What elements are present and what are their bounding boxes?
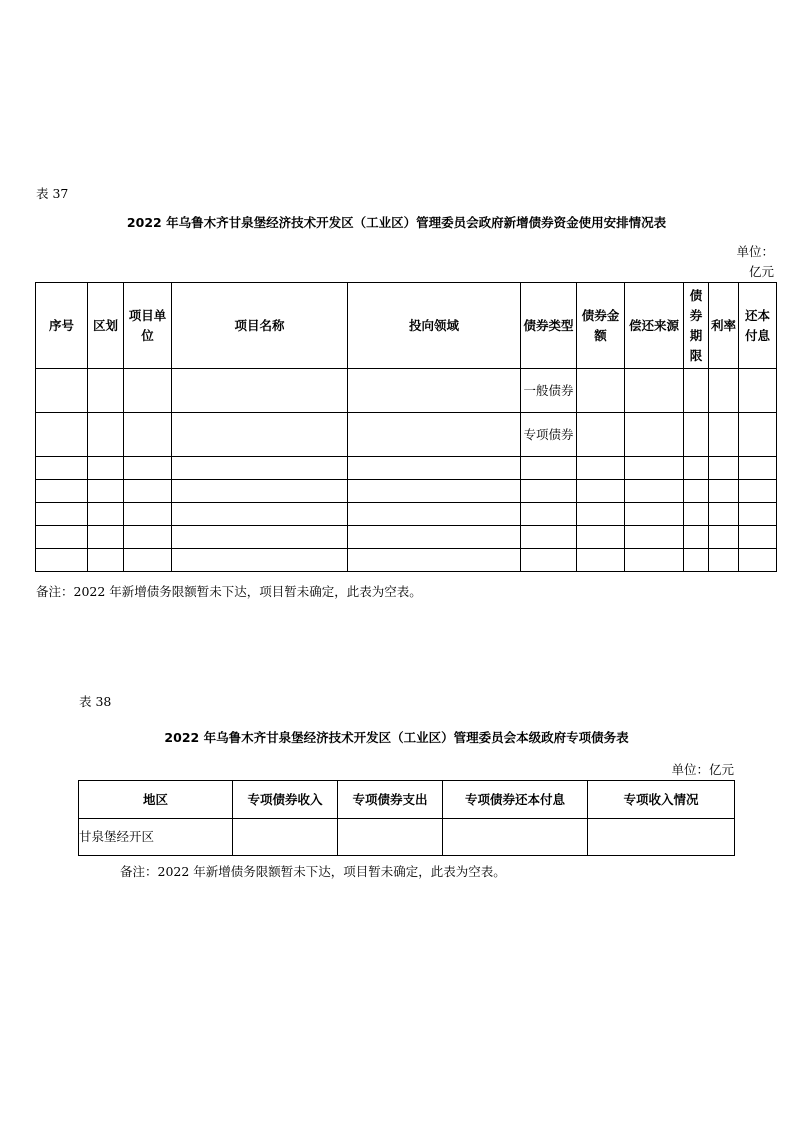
header-project-name: 项目名称 bbox=[172, 283, 348, 369]
table-row bbox=[79, 819, 735, 856]
table38-header-row bbox=[79, 781, 735, 819]
table38 bbox=[78, 780, 735, 856]
header-district: 区划 bbox=[88, 283, 124, 369]
table38-label: 表 38 bbox=[79, 694, 112, 709]
region-cell: 甘泉堡经开区 bbox=[79, 819, 233, 856]
header-special-bond-income: 专项债券收入 bbox=[233, 781, 338, 819]
table-row bbox=[36, 457, 777, 480]
table-row bbox=[36, 549, 777, 572]
bond-type-special: 专项债券 bbox=[521, 413, 577, 457]
table37-note: 备注：2022 年新增债务限额暂未下达，项目暂未确定，此表为空表。 bbox=[36, 584, 422, 599]
table-row bbox=[36, 480, 777, 503]
table-row bbox=[36, 369, 777, 413]
table38-note: 备注：2022 年新增债务限额暂未下达，项目暂未确定，此表为空表。 bbox=[120, 864, 506, 879]
header-region: 地区 bbox=[79, 781, 233, 819]
table37-title: 2022 年乌鲁木齐甘泉堡经济技术开发区（工业区）管理委员会政府新增债券资金使用安排情况表 bbox=[126, 215, 667, 230]
table38-title: 2022 年乌鲁木齐甘泉堡经济技术开发区（工业区）管理委员会本级政府专项债务表 bbox=[164, 730, 629, 745]
table38-unit: 单位：亿元 bbox=[671, 762, 734, 777]
table-row bbox=[36, 413, 777, 457]
header-special-bond-expense: 专项债券支出 bbox=[338, 781, 443, 819]
header-investment-field: 投向领域 bbox=[348, 283, 521, 369]
table37-label: 表 37 bbox=[36, 186, 69, 201]
header-project-unit: 项目单位 bbox=[124, 283, 172, 369]
header-bond-term: 债券期限 bbox=[684, 283, 709, 369]
header-special-bond-repayment: 专项债券还本付息 bbox=[443, 781, 588, 819]
table37-header-row bbox=[36, 283, 777, 369]
bond-type-general: 一般债券 bbox=[521, 369, 577, 413]
table37-unit-line2: 亿元 bbox=[748, 264, 774, 279]
header-repayment: 还本付息 bbox=[739, 283, 777, 369]
table37-unit-line1: 单位： bbox=[736, 244, 774, 259]
header-serial: 序号 bbox=[36, 283, 88, 369]
header-repayment-source: 偿还来源 bbox=[625, 283, 684, 369]
header-interest-rate: 利率 bbox=[709, 283, 739, 369]
table-row bbox=[36, 526, 777, 549]
table37 bbox=[35, 282, 777, 572]
header-bond-amount: 债券金额 bbox=[577, 283, 625, 369]
header-special-income-status: 专项收入情况 bbox=[588, 781, 735, 819]
header-bond-type: 债券类型 bbox=[521, 283, 577, 369]
table-row bbox=[36, 503, 777, 526]
